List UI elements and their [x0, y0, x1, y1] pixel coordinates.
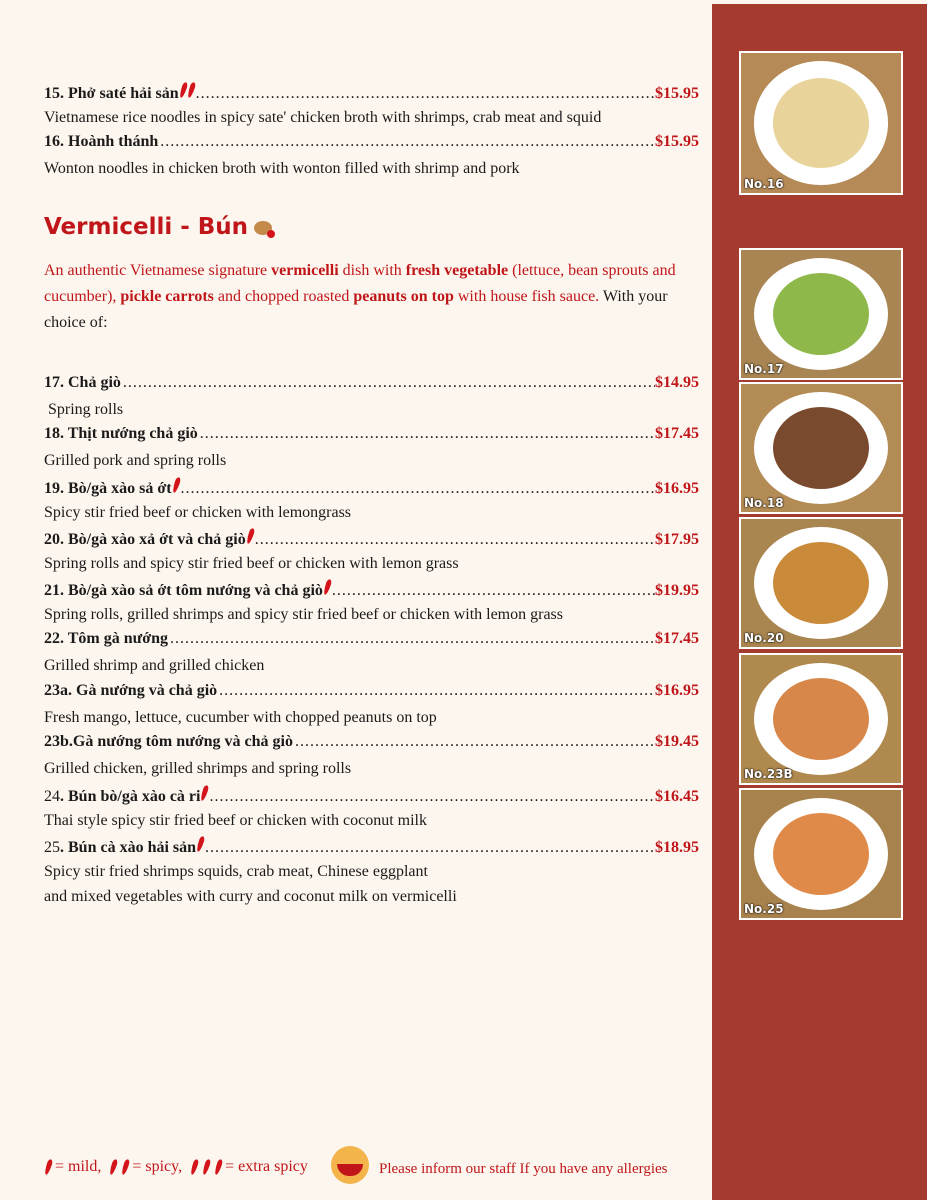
item-description: Grilled shrimp and grilled chicken — [44, 657, 265, 674]
item-description: Spicy stir fried shrimps squids, crab meat, Chinese eggplant — [44, 863, 428, 880]
photo-label: No.23B — [744, 767, 793, 781]
item-name: 23b.Gà nướng tôm nướng và chả giò — [44, 733, 293, 750]
item-name: 16. Hoành thánh — [44, 133, 159, 150]
item-description: Spicy stir fried beef or chicken with lemongrass — [44, 504, 352, 521]
menu-item-20 — [44, 528, 699, 575]
chili-icon — [186, 82, 196, 99]
photo-label: No.16 — [744, 177, 784, 191]
chili-icon — [190, 1159, 200, 1176]
item-description: Fresh mango, lettuce, cucumber with chopped peanuts on top — [44, 709, 437, 726]
item-number: 25 — [44, 839, 60, 856]
item-description-line2: and mixed vegetables with curry and coconut milk on vermicelli — [44, 888, 457, 905]
item-number: 24 — [44, 788, 60, 805]
dish-photo-16 — [739, 51, 903, 195]
item-price: $19.95 — [655, 582, 699, 599]
item-name: 18. Thịt nướng chả giò — [44, 425, 198, 442]
item-price: $15.95 — [655, 133, 699, 150]
dish-photo-23b — [739, 653, 903, 785]
item-name: 20. Bò/gà xào xả ớt và chả giò — [44, 531, 246, 548]
chili-icon — [109, 1159, 119, 1176]
noodle-bowl-icon — [331, 1146, 369, 1184]
photo-label: No.17 — [744, 362, 784, 376]
item-description: Vietnamese rice noodles in spicy sate' chicken broth with shrimps, crab meat and squid — [44, 109, 602, 126]
item-price: $16.95 — [655, 480, 699, 497]
menu-item-19 — [44, 477, 699, 524]
photo-label: No.25 — [744, 902, 784, 916]
chili-icon — [171, 477, 181, 494]
item-price: $17.95 — [655, 531, 699, 548]
item-price: $15.95 — [655, 85, 699, 102]
chili-icon — [196, 836, 206, 853]
item-name: 15. Phở saté hải sản — [44, 85, 179, 102]
item-name: . Bún bò/gà xào cà ri — [60, 788, 201, 805]
section-intro: An authentic Vietnamese signature vermicelli dish with fresh vegetable (lettuce, bean sprouts and cucumber), pickle carrots and chopped roasted peanuts on top with house fish sauce. With your choice of: — [44, 262, 676, 331]
chili-icon — [214, 1159, 224, 1176]
item-description: Thai style spicy stir fried beef or chicken with coconut milk — [44, 812, 427, 829]
item-name: 22. Tôm gà nướng — [44, 630, 168, 647]
dish-photo-20 — [739, 517, 903, 649]
menu-item-17 — [44, 374, 699, 421]
item-name: 21. Bò/gà xào sả ớt tôm nướng và chả giò — [44, 582, 323, 599]
item-price: $19.45 — [655, 733, 699, 750]
item-description: Grilled chicken, grilled shrimps and spring rolls — [44, 760, 352, 777]
allergy-note: Please inform our staff If you have any allergies — [379, 1161, 668, 1177]
item-description: Grilled pork and spring rolls — [44, 452, 227, 469]
item-description: Spring rolls — [44, 401, 124, 418]
item-price: $16.95 — [655, 682, 699, 699]
menu-item-23b — [44, 733, 699, 780]
menu-item-18 — [44, 425, 699, 472]
item-description: Wonton noodles in chicken broth with wonton filled with shrimp and pork — [44, 160, 520, 177]
menu-item-25 — [44, 836, 699, 908]
item-price: $17.45 — [655, 425, 699, 442]
dish-photo-18 — [739, 382, 903, 514]
chili-icon — [178, 82, 188, 99]
item-name: 23a. Gà nướng và chả giò — [44, 682, 218, 699]
section-title: Vermicelli - Bún — [44, 214, 272, 240]
chili-icon — [323, 579, 333, 596]
photo-label: No.18 — [744, 496, 784, 510]
menu-item-15 — [44, 82, 699, 129]
menu-item-21 — [44, 579, 699, 626]
item-name: 17. Chả giò — [44, 374, 121, 391]
item-price: $16.45 — [655, 788, 699, 805]
photo-label: No.20 — [744, 631, 784, 645]
chili-icon — [245, 528, 255, 545]
menu-item-22 — [44, 630, 699, 677]
chili-icon — [44, 1159, 54, 1176]
chili-icon — [121, 1159, 131, 1176]
item-name: 19. Bò/gà xào sả ớt — [44, 480, 172, 497]
item-description: Spring rolls and spicy stir fried beef or chicken with lemon grass — [44, 555, 459, 572]
item-price: $17.45 — [655, 630, 699, 647]
spice-legend: = mild, = spicy, = extra spicy — [44, 1158, 312, 1176]
peanut-allergy-icon — [254, 221, 272, 235]
item-price: $14.95 — [655, 374, 699, 391]
menu-item-16 — [44, 133, 699, 180]
item-name: . Bún cà xào hải sản — [60, 839, 197, 856]
item-description: Spring rolls, grilled shrimps and spicy stir fried beef or chicken with lemon grass — [44, 606, 564, 623]
chili-icon — [202, 1159, 212, 1176]
dish-photo-25 — [739, 788, 903, 920]
menu-item-24 — [44, 785, 699, 832]
chili-icon — [200, 785, 210, 802]
item-price: $18.95 — [655, 839, 699, 856]
menu-item-23a — [44, 682, 699, 729]
dish-photo-17 — [739, 248, 903, 380]
